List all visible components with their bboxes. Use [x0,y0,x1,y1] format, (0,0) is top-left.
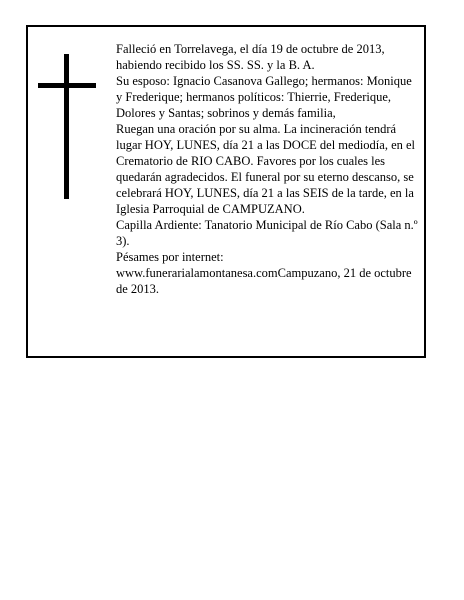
death-announcement: Falleció en Torrelavega, el día 19 de octubre de 2013, habiendo recibido los SS. SS. y la B. A. [116,42,385,72]
cross-icon [38,54,100,199]
ceremony-details: Ruegan una oración por su alma. La incineración tendrá lugar HOY, LUNES, día 21 a las DOCE del mediodía, en el Crematorio de RIO CABO. Favores por los cuales les quedarán agradecidos. El funeral por su eterno descanso, se celebrará HOY, LUNES, día 21 a las SEIS de la tarde, en la Iglesia Parroquial de CAMPUZANO. [116,122,416,216]
cross-horizontal-bar [38,83,96,88]
obituary-notice [26,25,426,358]
chapel-info: Capilla Ardiente: Tanatorio Municipal de Río Cabo (Sala n.º 3). [116,218,418,248]
family-list: Su esposo: Ignacio Casanova Gallego; hermanos: Monique y Frederique; hermanos políticos: Thierrie, Frederique, Dolores y Santas; sobrinos y demás familia, [116,74,412,120]
condolences-website: www.funerarialamontanesa.comCampuzano, 21 de octubre de 2013. [116,266,412,296]
notice-text [116,41,421,297]
cross-vertical-bar [64,54,69,199]
condolences-label: Pésames por internet: [116,250,224,264]
